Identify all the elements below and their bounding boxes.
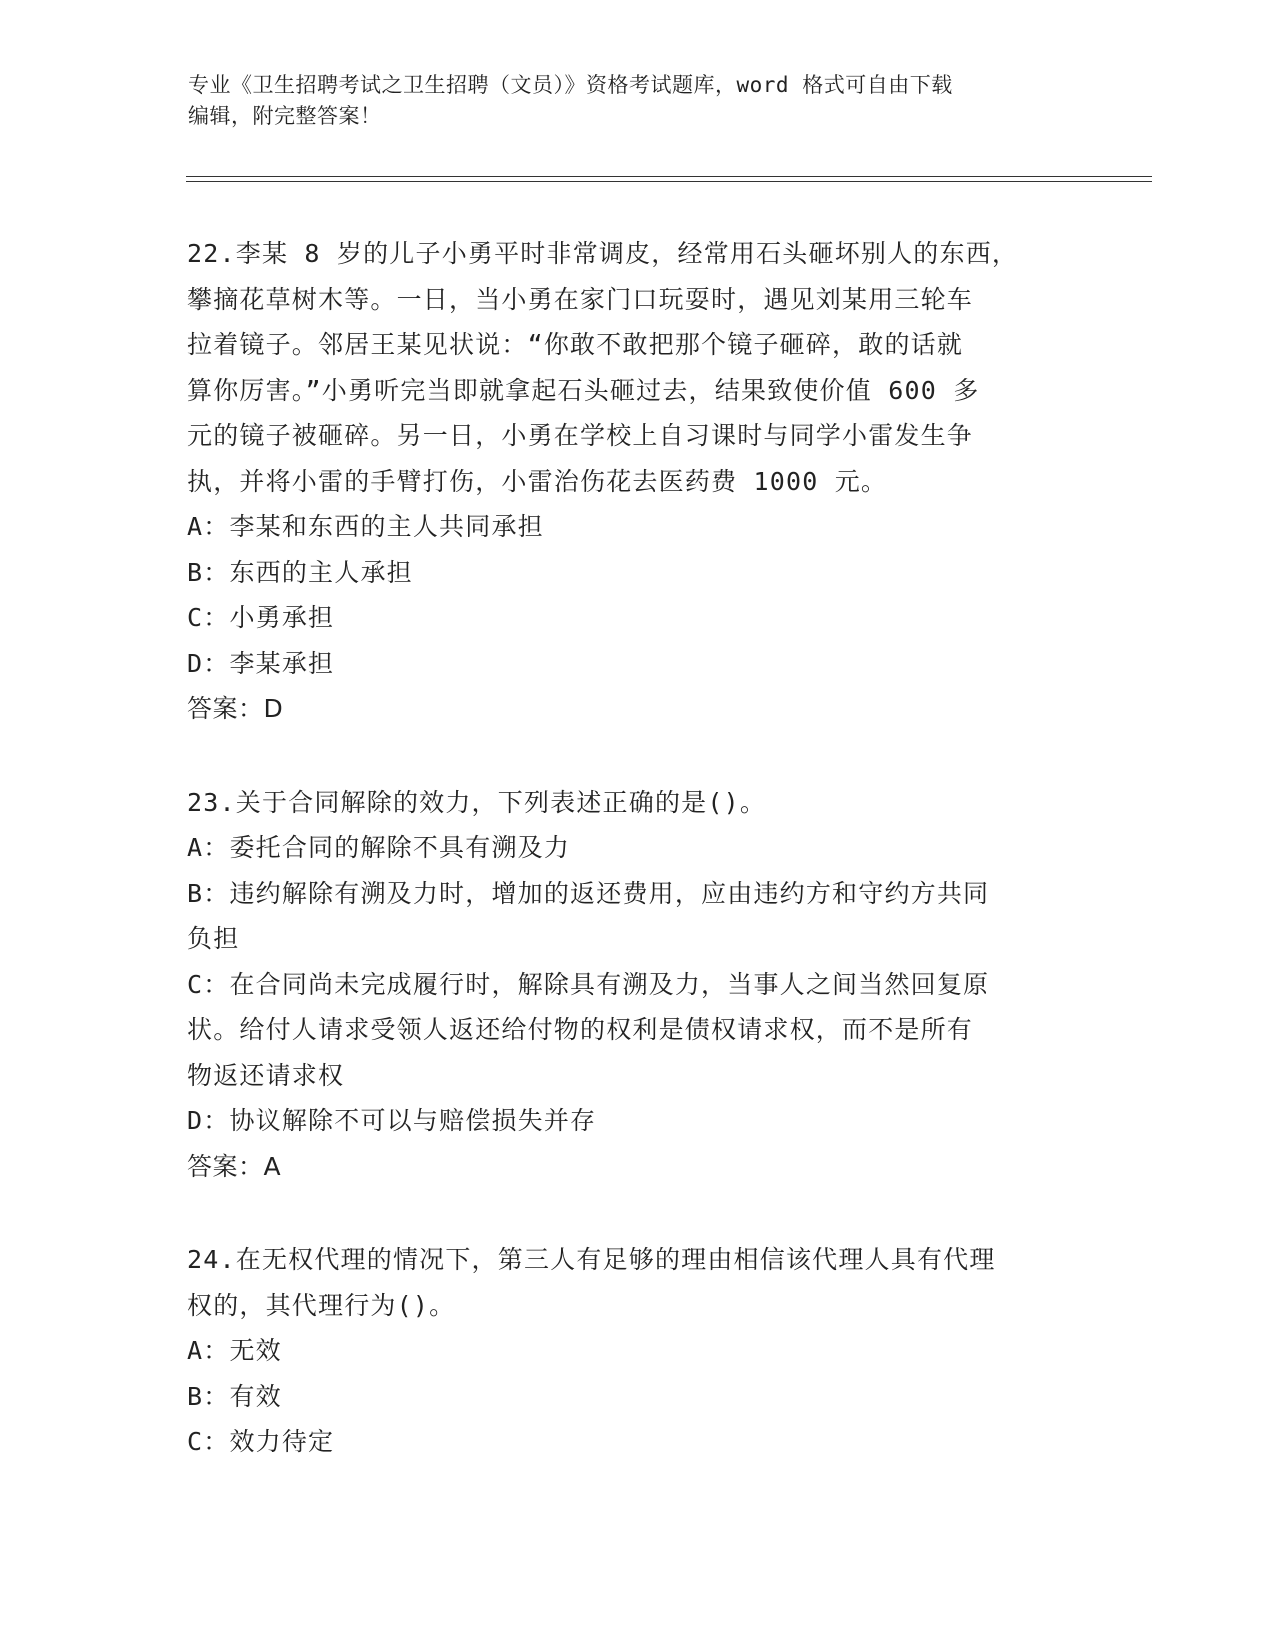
question-list xyxy=(187,231,1087,1513)
answer-option-line: B：东西的主人承担 xyxy=(187,557,413,587)
answer-option-line: D：协议解除不可以与赔偿损失并存 xyxy=(187,1106,597,1135)
answer-sep: ： xyxy=(238,694,264,723)
answer-option xyxy=(187,1098,1087,1144)
question-stem-line: 23.关于合同解除的效力，下列表述正确的是()。 xyxy=(187,787,767,817)
header-line-1: 专业《卫生招聘考试之卫生招聘（文员）》资格考试题库，word 格式可自由下载 xyxy=(188,73,953,97)
header-line-2: 编辑，附完整答案！ xyxy=(188,104,382,128)
answer-option-line: B：违约解除有溯及力时，增加的返还费用，应由违约方和守约方共同 xyxy=(187,878,990,908)
answer-option-line: A：委托合同的解除不具有溯及力 xyxy=(187,833,571,862)
question-stem-line: 拉着镜子。邻居王某见状说：“你敢不敢把那个镜子砸碎，敢的话就 xyxy=(187,330,964,359)
answer-option-line: B：有效 xyxy=(187,1381,282,1411)
answer-option xyxy=(187,550,1087,596)
answer-option xyxy=(187,1419,1087,1465)
question-item xyxy=(187,1237,1087,1465)
answer-option-line: C：小勇承担 xyxy=(187,603,335,632)
answer-option-line: A：李某和东西的主人共同承担 xyxy=(187,512,544,541)
answer-option-line: C：效力待定 xyxy=(187,1427,335,1456)
answer-key xyxy=(187,686,1087,732)
question-stem xyxy=(187,231,1087,504)
answer-label: 答案 xyxy=(187,694,239,723)
page-header xyxy=(188,70,1088,132)
answer-option-line: 物返还请求权 xyxy=(187,1060,345,1090)
question-item xyxy=(187,780,1087,1190)
answer-option xyxy=(187,962,1087,1099)
answer-option xyxy=(187,1374,1087,1420)
answer-option xyxy=(187,1328,1087,1374)
answer-option-line: 状。给付人请求受领人返还给付物的权利是债权请求权，而不是所有 xyxy=(187,1015,974,1044)
question-stem-line: 攀摘花草树木等。一日，当小勇在家门口玩耍时，遇见刘某用三轮车 xyxy=(187,284,974,314)
answer-option-line: A：无效 xyxy=(187,1336,282,1365)
question-stem-line: 元的镜子被砸碎。另一日，小勇在学校上自习课时与同学小雷发生争 xyxy=(187,421,974,450)
answer-option xyxy=(187,504,1087,550)
question-stem-line: 24.在无权代理的情况下，第三人有足够的理由相信该代理人具有代理 xyxy=(187,1245,996,1274)
question-stem-line: 权的，其代理行为()。 xyxy=(187,1290,456,1320)
answer-option xyxy=(187,595,1087,641)
answer-value: D xyxy=(263,694,284,723)
header-divider xyxy=(186,176,1152,182)
question-stem-line: 22.李某 8 岁的儿子小勇平时非常调皮，经常用石头砸坏别人的东西， xyxy=(187,239,1019,268)
answer-value: A xyxy=(263,1151,282,1181)
answer-label: 答案 xyxy=(187,1151,239,1181)
answer-option xyxy=(187,641,1087,687)
question-stem-line: 算你厉害。”小勇听完当即就拿起石头砸过去，结果致使价值 600 多 xyxy=(187,375,980,405)
answer-option xyxy=(187,825,1087,871)
answer-option xyxy=(187,871,1087,962)
answer-option-line: C：在合同尚未完成履行时，解除具有溯及力，当事人之间当然回复原 xyxy=(187,969,990,999)
answer-option-line: 负担 xyxy=(187,924,240,953)
answer-sep: ： xyxy=(238,1151,264,1181)
question-item xyxy=(187,231,1087,732)
answer-key xyxy=(187,1144,1087,1190)
question-stem xyxy=(187,1237,1087,1328)
question-stem-line: 执，并将小雷的手臂打伤，小雷治伤花去医药费 1000 元。 xyxy=(187,466,888,496)
question-stem xyxy=(187,780,1087,826)
answer-option-line: D：李某承担 xyxy=(187,648,335,678)
